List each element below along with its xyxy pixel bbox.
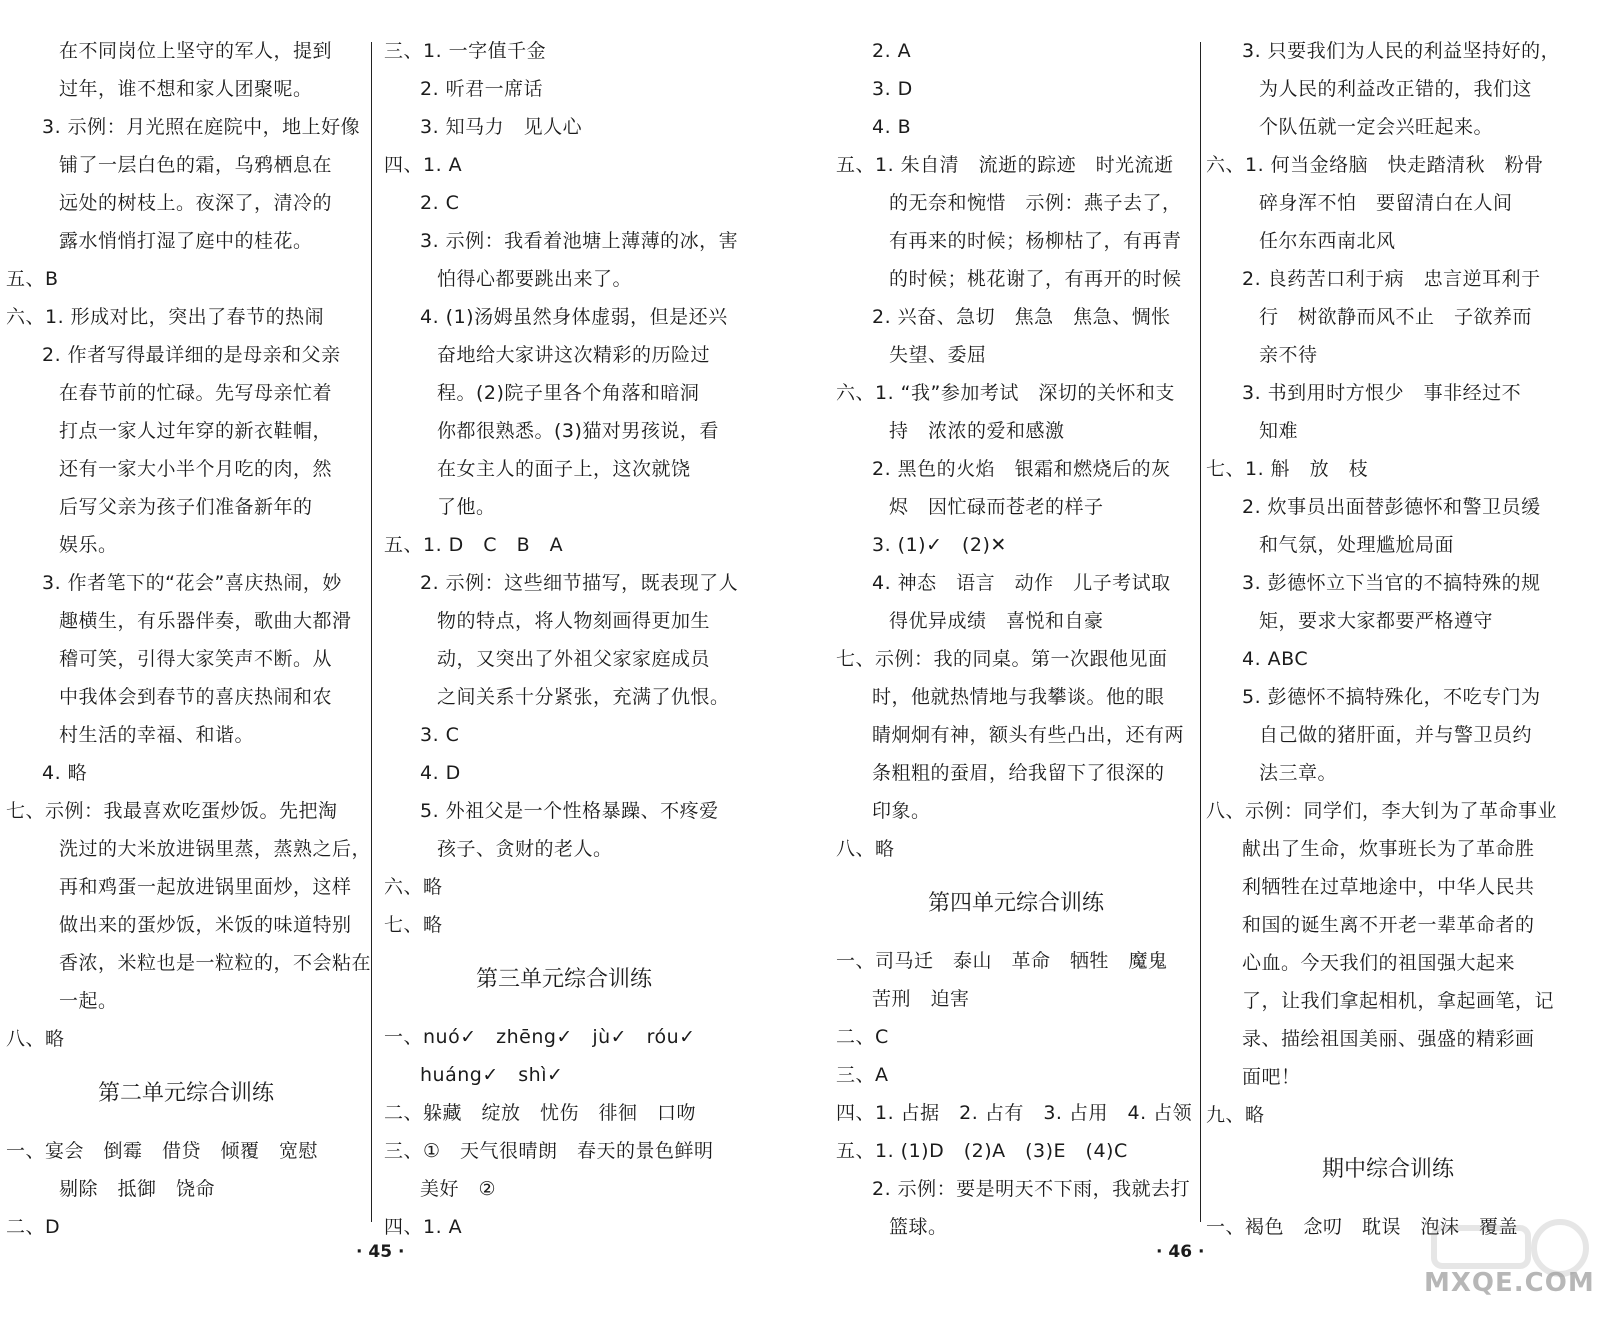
answer-line: 为人民的利益改正错的，我们这 [1259, 78, 1533, 100]
answer-line: 打点一家人过年穿的新衣鞋帽， [59, 420, 333, 442]
answer-line: 时，他就热情地与我攀谈。他的眼 [872, 686, 1165, 708]
answer-line: 三、1. 一字值千金 [384, 40, 547, 62]
answer-line: 六、1. “我”参加考试 深切的关怀和支 [836, 382, 1175, 404]
answer-line: 八、略 [836, 838, 895, 860]
answer-line: 的无奈和惋惜 示例：燕子去了， [889, 192, 1182, 214]
answer-line: 二、躲藏 绽放 忧伤 徘徊 口吻 [384, 1102, 697, 1124]
answer-line: 4. 神态 语言 动作 儿子考试取 [872, 572, 1171, 594]
answer-line: 持 浓浓的爱和感激 [889, 420, 1065, 442]
answer-line: 行 树欲静而风不止 子欲养而 [1259, 306, 1533, 328]
answer-line: 录、描绘祖国美丽、强盛的精彩画 [1242, 1028, 1535, 1050]
answer-line: 娱乐。 [59, 534, 118, 556]
answer-line: 献出了生命，炊事班长为了革命胜 [1242, 838, 1535, 860]
answer-line: 六、1. 形成对比，突出了春节的热闹 [6, 306, 325, 328]
answer-line: 3. 示例：我看着池塘上薄薄的冰，害 [420, 230, 739, 252]
answer-line: 了，让我们拿起相机，拿起画笔，记 [1242, 990, 1555, 1012]
page-number-right: · 46 · [1156, 1242, 1205, 1262]
answer-line: 奋地给大家讲这次精彩的历险过 [437, 344, 711, 366]
answer-line: 一起。 [59, 990, 118, 1012]
answer-line: 铺了一层白色的霜，乌鸦栖息在 [59, 154, 333, 176]
answer-line: 亲不待 [1259, 344, 1318, 366]
answer-line: 趣横生，有乐器伴奏，歌曲大都滑 [59, 610, 352, 632]
answer-line: 孩子、贪财的老人。 [437, 838, 613, 860]
answer-line: 3. 彭德怀立下当官的不搞特殊的规 [1242, 572, 1541, 594]
answer-line: 苦刑 迫害 [872, 988, 970, 1010]
answer-line: 在春节前的忙碌。先写母亲忙着 [59, 382, 333, 404]
answer-line: 远处的树枝上。夜深了，清冷的 [59, 192, 333, 214]
answer-line: 在不同岗位上坚守的军人，提到 [59, 40, 333, 62]
answer-line: 三、A [836, 1064, 889, 1086]
answer-line: 法三章。 [1259, 762, 1338, 784]
answer-line: 八、略 [6, 1028, 65, 1050]
answer-line: 和国的诞生离不开老一辈革命者的 [1242, 914, 1535, 936]
answer-line: 3. 作者笔下的“花会”喜庆热闹，妙 [42, 572, 342, 594]
answer-line: 印象。 [872, 800, 931, 822]
answer-line: 香浓，米粒也是一粒粒的，不会粘在 [59, 952, 372, 974]
answer-line: 九、略 [1206, 1104, 1265, 1126]
answer-line: 五、B [6, 268, 59, 290]
answer-line: 七、1. 斛 放 枝 [1206, 458, 1369, 480]
answer-line: 面吧！ [1242, 1066, 1301, 1088]
answer-line: 4. B [872, 116, 912, 138]
answer-column-3 [836, 32, 1196, 1246]
answer-line: 碎身浑不怕 要留清白在人间 [1259, 192, 1513, 214]
answer-line: 心血。今天我们的祖国强大起来 [1242, 952, 1516, 974]
answer-line: 八、示例：同学们，李大钊为了革命事业 [1206, 800, 1558, 822]
answer-line: 2. 示例：要是明天不下雨，我就去打 [872, 1178, 1191, 1200]
section-heading: 第四单元综合训练 [927, 891, 1104, 916]
answer-line: 2. 兴奋、急切 焦急 焦急、惆怅 [872, 306, 1171, 328]
answer-line: 一、nuó✓ zhēng✓ jù✓ róu✓ [384, 1026, 696, 1048]
answer-line: 之间关系十分紧张，充满了仇恨。 [437, 686, 730, 708]
answer-line: 村生活的幸福、和谐。 [59, 724, 255, 746]
answer-line: 矩，要求大家都要严格遵守 [1259, 610, 1494, 632]
answer-line: 得优异成绩 喜悦和自豪 [889, 610, 1104, 632]
answer-line: 二、C [836, 1026, 889, 1048]
answer-line: 利牺牲在过草地途中，中华人民共 [1242, 876, 1535, 898]
answer-line: 稽可笑，引得大家笑声不断。从 [59, 648, 333, 670]
answer-column-4 [1206, 32, 1570, 1246]
answer-line: 2. A [872, 40, 912, 62]
answer-column-1 [6, 32, 372, 1246]
answer-line: 剔除 抵御 饶命 [59, 1178, 216, 1200]
answer-line: 露水悄悄打湿了庭中的桂花。 [59, 230, 313, 252]
answer-line: 在女主人的面子上，这次就饶 [437, 458, 691, 480]
column-divider-right [1200, 42, 1201, 1222]
column-divider-left [371, 42, 372, 1222]
answer-line: 3. 知马力 见人心 [420, 116, 583, 138]
answer-line: 六、略 [384, 876, 443, 898]
answer-line: 七、示例：我最喜欢吃蛋炒饭。先把淘 [6, 800, 338, 822]
answer-line: 3. 书到用时方恨少 事非经过不 [1242, 382, 1522, 404]
answer-line: 知难 [1259, 420, 1299, 442]
answer-line: 2. C [420, 192, 460, 214]
answer-line: 4. D [420, 762, 461, 784]
answer-line: 还有一家大小半个月吃的肉，然 [59, 458, 333, 480]
answer-line: 做出来的蛋炒饭，米饭的味道特别 [59, 914, 352, 936]
answer-line: 睛炯炯有神，额头有些凸出，还有两 [872, 724, 1185, 746]
answer-line: 怕得心都要跳出来了。 [437, 268, 633, 290]
section-heading: 期中综合训练 [1321, 1157, 1454, 1182]
watermark-text: MXQE.COM [1424, 1268, 1595, 1298]
answer-line: 六、1. 何当金络脑 快走踏清秋 粉骨 [1206, 154, 1544, 176]
answer-line: 4. (1)汤姆虽然身体虚弱，但是还兴 [420, 306, 728, 328]
answer-line: 了他。 [437, 496, 496, 518]
answer-line: 三、① 天气很晴朗 春天的景色鲜明 [384, 1140, 714, 1162]
answer-line: 过年，谁不想和家人团聚呢。 [59, 78, 313, 100]
answer-line: 2. 听君一席话 [420, 78, 544, 100]
answer-line: 2. 黑色的火焰 银霜和燃烧后的灰 [872, 458, 1171, 480]
answer-line: 3. 只要我们为人民的利益坚持好的， [1242, 40, 1561, 62]
answer-line: 5. 彭德怀不搞特殊化，不吃专门为 [1242, 686, 1541, 708]
answer-line: 后写父亲为孩子们准备新年的 [59, 496, 313, 518]
answer-line: 程。(2)院子里各个角落和暗洞 [437, 382, 700, 404]
answer-line: 4. ABC [1242, 648, 1309, 670]
answer-line: 动，又突出了外祖父家家庭成员 [437, 648, 711, 670]
answer-line: 的时候；桃花谢了，有再开的时候 [889, 268, 1182, 290]
answer-line: 四、1. 占据 2. 占有 3. 占用 4. 占领 [836, 1102, 1193, 1124]
answer-line: 自己做的猪肝面，并与警卫员约 [1259, 724, 1533, 746]
answer-line: huáng✓ shì✓ [420, 1064, 564, 1086]
answer-line: 3. D [872, 78, 913, 100]
page-number-left: · 45 · [356, 1242, 405, 1262]
answer-line: 3. 示例：月光照在庭院中，地上好像 [42, 116, 361, 138]
section-heading: 第二单元综合训练 [97, 1081, 274, 1106]
answer-line: 2. 示例：这些细节描写，既表现了人 [420, 572, 739, 594]
answer-line: 个队伍就一定会兴旺起来。 [1259, 116, 1494, 138]
answer-line: 任尔东西南北风 [1259, 230, 1396, 252]
answer-column-2 [384, 32, 744, 1246]
answer-line: 4. 略 [42, 762, 88, 784]
answer-line: 五、1. 朱自清 流逝的踪迹 时光流逝 [836, 154, 1174, 176]
answer-line: 2. 炊事员出面替彭德怀和警卫员缓 [1242, 496, 1541, 518]
answer-line: 和气氛，处理尴尬局面 [1259, 534, 1455, 556]
answer-line: 一、褐色 念叨 耽误 泡沫 覆盖 [1206, 1216, 1519, 1238]
answer-line: 二、D [6, 1216, 61, 1238]
answer-line: 2. 作者写得最详细的是母亲和父亲 [42, 344, 341, 366]
answer-line: 3. C [420, 724, 460, 746]
answer-line: 你都很熟悉。(3)猫对男孩说，看 [437, 420, 719, 442]
answer-line: 五、1. D C B A [384, 534, 564, 556]
answer-line: 5. 外祖父是一个性格暴躁、不疼爱 [420, 800, 719, 822]
answer-line: 四、1. A [384, 1216, 463, 1238]
answer-line: 美好 ② [420, 1178, 497, 1200]
answer-line: 2. 良药苦口利于病 忠言逆耳利于 [1242, 268, 1541, 290]
answer-line: 有再来的时候；杨柳枯了，有再青 [889, 230, 1182, 252]
section-heading: 第三单元综合训练 [475, 967, 652, 992]
answer-line: 物的特点，将人物刻画得更加生 [437, 610, 711, 632]
answer-line: 烬 因忙碌而苍老的样子 [889, 496, 1104, 518]
answer-line: 四、1. A [384, 154, 463, 176]
answer-line: 一、司马迁 泰山 革命 牺牲 魔鬼 [836, 950, 1168, 972]
answer-line: 五、1. (1)D (2)A (3)E (4)C [836, 1140, 1128, 1162]
answer-line: 篮球。 [889, 1216, 948, 1238]
answer-line: 一、宴会 倒霉 借贷 倾覆 宽慰 [6, 1140, 319, 1162]
answer-line: 失望、委屈 [889, 344, 987, 366]
answer-line: 洗过的大米放进锅里蒸，蒸熟之后， [59, 838, 372, 860]
answer-line: 中我体会到春节的喜庆热闹和农 [59, 686, 333, 708]
answer-line: 再和鸡蛋一起放进锅里面炒，这样 [59, 876, 352, 898]
answer-line: 条粗粗的蚕眉，给我留下了很深的 [872, 762, 1165, 784]
answer-line: 3. (1)✓ (2)✕ [872, 534, 1007, 556]
answer-line: 七、示例：我的同桌。第一次跟他见面 [836, 648, 1168, 670]
answer-line: 七、略 [384, 914, 443, 936]
